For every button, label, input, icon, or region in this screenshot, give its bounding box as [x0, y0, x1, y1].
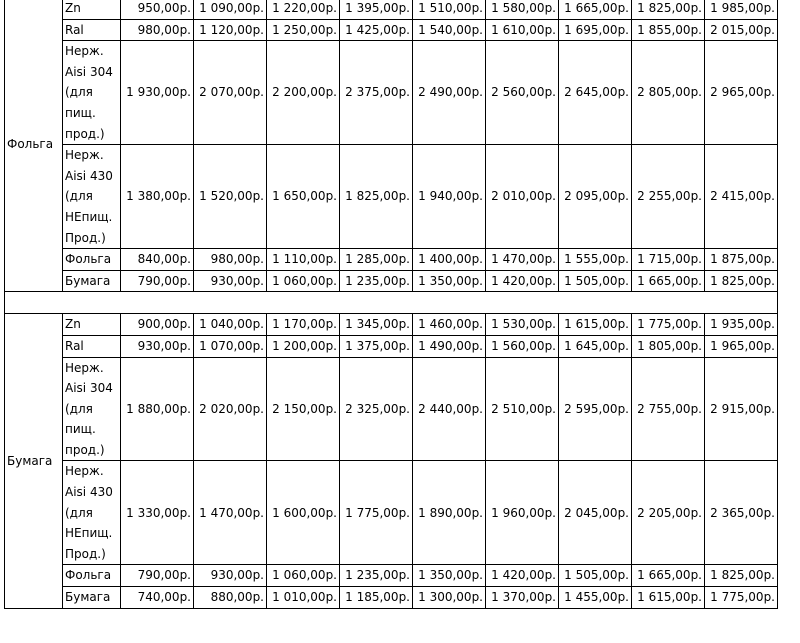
price-cell: 1 610,00р.: [486, 19, 559, 41]
price-cell: 2 200,00р.: [267, 41, 340, 145]
price-cell: 1 665,00р.: [632, 270, 705, 292]
price-cell: 980,00р.: [121, 19, 194, 41]
price-cell: 900,00р.: [121, 314, 194, 336]
price-cell: 1 650,00р.: [267, 145, 340, 249]
price-cell: 1 350,00р.: [413, 565, 486, 587]
price-cell: 2 440,00р.: [413, 357, 486, 461]
price-cell: 2 560,00р.: [486, 41, 559, 145]
price-cell: 2 150,00р.: [267, 357, 340, 461]
price-cell: 1 775,00р.: [705, 587, 778, 609]
price-cell: 1 345,00р.: [340, 314, 413, 336]
table-row: [5, 0, 778, 19]
price-cell: 880,00р.: [194, 587, 267, 609]
price-cell: 1 935,00р.: [705, 314, 778, 336]
price-cell: 1 665,00р.: [559, 0, 632, 19]
price-cell: 980,00р.: [194, 249, 267, 271]
price-cell: 2 070,00р.: [194, 41, 267, 145]
price-cell: 1 250,00р.: [267, 19, 340, 41]
price-cell: 1 040,00р.: [194, 314, 267, 336]
price-cell: 1 775,00р.: [340, 461, 413, 565]
price-cell: 1 645,00р.: [559, 335, 632, 357]
price-cell: 1 665,00р.: [632, 565, 705, 587]
price-cell: 1 825,00р.: [705, 270, 778, 292]
price-cell: 790,00р.: [121, 270, 194, 292]
table-row: [5, 41, 778, 145]
price-cell: 1 420,00р.: [486, 270, 559, 292]
material-cell: Нерж. Aisi 430 (для НЕпищ. Прод.): [63, 145, 121, 249]
price-cell: 1 505,00р.: [559, 270, 632, 292]
price-cell: 1 350,00р.: [413, 270, 486, 292]
price-cell: 1 940,00р.: [413, 145, 486, 249]
price-cell: 1 580,00р.: [486, 0, 559, 19]
group-label: Бумага: [5, 314, 63, 608]
table-row: [5, 249, 778, 271]
price-cell: 1 985,00р.: [705, 0, 778, 19]
price-cell: 1 420,00р.: [486, 565, 559, 587]
price-cell: 1 965,00р.: [705, 335, 778, 357]
price-cell: 1 460,00р.: [413, 314, 486, 336]
material-cell: Ral: [63, 19, 121, 41]
table-row: [5, 565, 778, 587]
material-cell: Zn: [63, 0, 121, 19]
price-cell: 1 960,00р.: [486, 461, 559, 565]
material-cell: Бумага: [63, 587, 121, 609]
table-row: [5, 357, 778, 461]
price-cell: 1 530,00р.: [486, 314, 559, 336]
price-cell: 2 095,00р.: [559, 145, 632, 249]
material-cell: Нерж. Aisi 430 (для НЕпищ. Прод.): [63, 461, 121, 565]
price-cell: 1 615,00р.: [632, 587, 705, 609]
price-cell: 1 375,00р.: [340, 335, 413, 357]
table-row: [5, 270, 778, 292]
price-cell: 1 825,00р.: [705, 565, 778, 587]
material-cell: Фольга: [63, 249, 121, 271]
table-row: [5, 587, 778, 609]
price-cell: 930,00р.: [194, 270, 267, 292]
price-cell: 1 330,00р.: [121, 461, 194, 565]
material-cell: Нерж. Aisi 304 (для пищ. прод.): [63, 41, 121, 145]
price-cell: 2 490,00р.: [413, 41, 486, 145]
price-cell: 2 045,00р.: [559, 461, 632, 565]
price-cell: 1 540,00р.: [413, 19, 486, 41]
table-row: [5, 145, 778, 249]
table-row: [5, 314, 778, 336]
price-cell: 2 965,00р.: [705, 41, 778, 145]
table-row: [5, 19, 778, 41]
price-cell: 1 855,00р.: [632, 19, 705, 41]
price-cell: 1 825,00р.: [632, 0, 705, 19]
price-cell: 2 365,00р.: [705, 461, 778, 565]
price-cell: 1 715,00р.: [632, 249, 705, 271]
price-cell: 2 010,00р.: [486, 145, 559, 249]
price-cell: 1 220,00р.: [267, 0, 340, 19]
spacer-cell: [5, 292, 778, 314]
price-cell: 2 595,00р.: [559, 357, 632, 461]
price-cell: 1 400,00р.: [413, 249, 486, 271]
price-cell: 2 015,00р.: [705, 19, 778, 41]
price-cell: 1 600,00р.: [267, 461, 340, 565]
table-row: [5, 335, 778, 357]
price-cell: 1 805,00р.: [632, 335, 705, 357]
price-cell: 1 455,00р.: [559, 587, 632, 609]
price-cell: 1 425,00р.: [340, 19, 413, 41]
price-cell: 1 235,00р.: [340, 565, 413, 587]
price-cell: 1 235,00р.: [340, 270, 413, 292]
price-cell: 840,00р.: [121, 249, 194, 271]
price-cell: 1 825,00р.: [340, 145, 413, 249]
price-cell: 1 880,00р.: [121, 357, 194, 461]
price-cell: 1 120,00р.: [194, 19, 267, 41]
price-cell: 1 010,00р.: [267, 587, 340, 609]
price-cell: 950,00р.: [121, 0, 194, 19]
table-row: [5, 461, 778, 565]
group-spacer-row: [5, 292, 778, 314]
price-cell: 1 060,00р.: [267, 270, 340, 292]
price-cell: 1 510,00р.: [413, 0, 486, 19]
material-cell: Ral: [63, 335, 121, 357]
price-cell: 1 370,00р.: [486, 587, 559, 609]
price-cell: 2 415,00р.: [705, 145, 778, 249]
material-cell: Бумага: [63, 270, 121, 292]
price-cell: 1 775,00р.: [632, 314, 705, 336]
price-cell: 2 020,00р.: [194, 357, 267, 461]
price-cell: 1 200,00р.: [267, 335, 340, 357]
price-cell: 740,00р.: [121, 587, 194, 609]
price-cell: 1 110,00р.: [267, 249, 340, 271]
price-cell: 1 555,00р.: [559, 249, 632, 271]
price-cell: 2 645,00р.: [559, 41, 632, 145]
price-cell: 790,00р.: [121, 565, 194, 587]
price-cell: 1 890,00р.: [413, 461, 486, 565]
price-cell: 2 255,00р.: [632, 145, 705, 249]
price-cell: 1 170,00р.: [267, 314, 340, 336]
price-cell: 2 755,00р.: [632, 357, 705, 461]
price-cell: 1 070,00р.: [194, 335, 267, 357]
price-cell: 2 915,00р.: [705, 357, 778, 461]
price-cell: 1 380,00р.: [121, 145, 194, 249]
price-cell: 1 300,00р.: [413, 587, 486, 609]
price-table: [4, 0, 778, 609]
price-cell: 1 490,00р.: [413, 335, 486, 357]
price-cell: 1 060,00р.: [267, 565, 340, 587]
price-cell: 1 185,00р.: [340, 587, 413, 609]
price-cell: 1 875,00р.: [705, 249, 778, 271]
price-cell: 1 505,00р.: [559, 565, 632, 587]
price-cell: 930,00р.: [121, 335, 194, 357]
price-cell: 2 325,00р.: [340, 357, 413, 461]
price-cell: 1 395,00р.: [340, 0, 413, 19]
material-cell: Нерж. Aisi 304 (для пищ. прод.): [63, 357, 121, 461]
price-cell: 1 470,00р.: [194, 461, 267, 565]
price-cell: 2 375,00р.: [340, 41, 413, 145]
price-cell: 1 470,00р.: [486, 249, 559, 271]
price-cell: 2 510,00р.: [486, 357, 559, 461]
price-cell: 930,00р.: [194, 565, 267, 587]
price-cell: 1 520,00р.: [194, 145, 267, 249]
price-cell: 1 615,00р.: [559, 314, 632, 336]
price-cell: 1 090,00р.: [194, 0, 267, 19]
material-cell: Фольга: [63, 565, 121, 587]
group-label: Фольга: [5, 0, 63, 292]
price-cell: 1 930,00р.: [121, 41, 194, 145]
price-cell: 2 205,00р.: [632, 461, 705, 565]
price-table-body: [5, 0, 778, 608]
price-cell: 1 285,00р.: [340, 249, 413, 271]
material-cell: Zn: [63, 314, 121, 336]
price-cell: 1 560,00р.: [486, 335, 559, 357]
price-cell: 1 695,00р.: [559, 19, 632, 41]
price-cell: 2 805,00р.: [632, 41, 705, 145]
